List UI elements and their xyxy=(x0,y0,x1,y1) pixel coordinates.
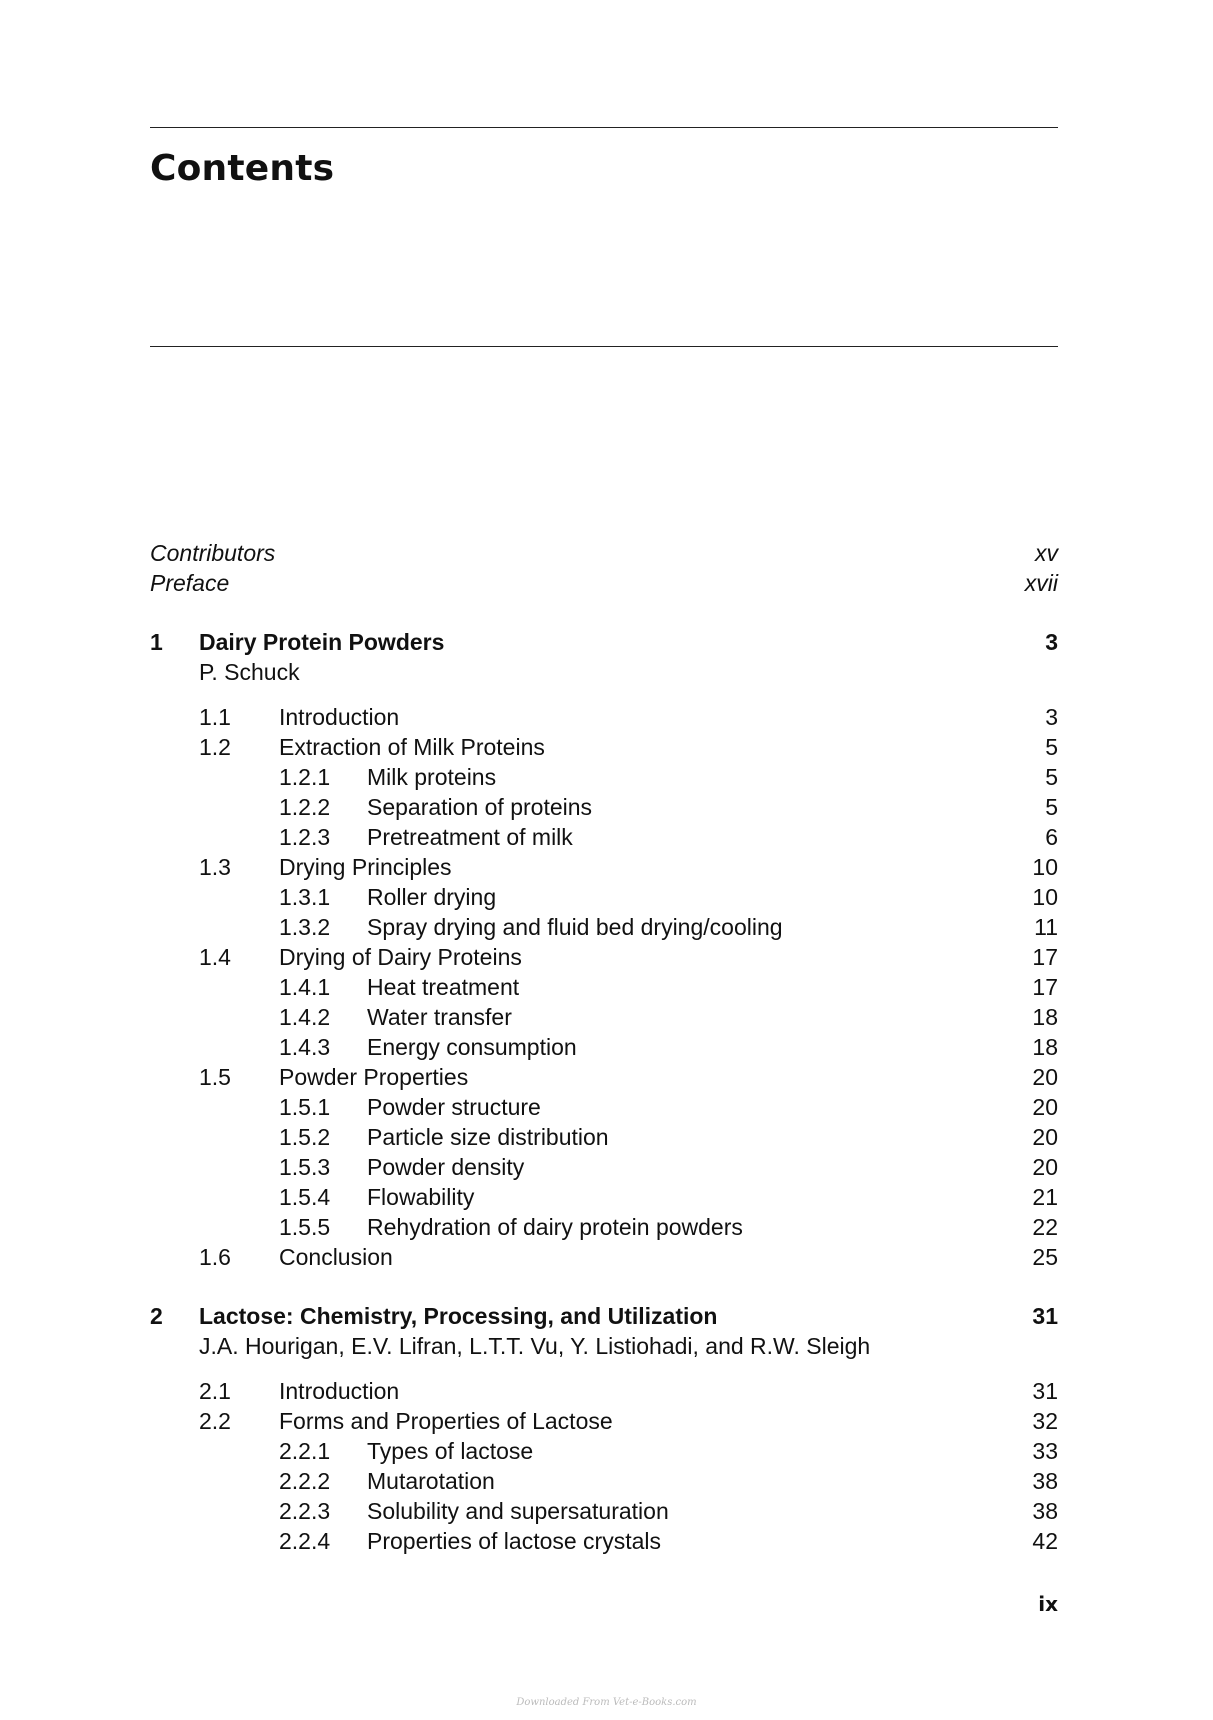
section-number: 2.1 xyxy=(199,1378,231,1404)
subsection-page: 20 xyxy=(1032,1154,1058,1180)
section-number: 1.1 xyxy=(199,704,231,730)
subsection-page: 42 xyxy=(1032,1528,1058,1554)
section-number: 1.5 xyxy=(199,1064,231,1090)
toc-entry-contributors[interactable] xyxy=(150,538,1058,568)
section-number: 1.6 xyxy=(199,1244,231,1270)
subsection-number: 1.3.1 xyxy=(279,884,331,910)
subsection-title: Water transfer xyxy=(367,1004,512,1030)
subsection-page: 33 xyxy=(1032,1438,1058,1464)
toc-entry-preface[interactable] xyxy=(150,568,1058,598)
chapter-page: 31 xyxy=(1032,1303,1058,1329)
subsection-title: Mutarotation xyxy=(367,1468,495,1494)
download-watermark: Downloaded From Vet-e-Books.com xyxy=(516,1697,697,1708)
toc-entry[interactable] xyxy=(150,1212,1058,1242)
subsection-page: 6 xyxy=(1045,824,1058,850)
subsection-page: 18 xyxy=(1032,1034,1058,1060)
subsection-page: 38 xyxy=(1032,1498,1058,1524)
subsection-title: Pretreatment of milk xyxy=(367,824,573,850)
chapter-authors-text: J.A. Hourigan, E.V. Lifran, L.T.T. Vu, Y. Listiohadi, and R.W. Sleigh xyxy=(199,1333,871,1359)
subsection-number: 1.5.5 xyxy=(279,1214,331,1240)
subsection-page: 10 xyxy=(1032,884,1058,910)
subsection-title: Powder structure xyxy=(367,1094,541,1120)
section-title: Forms and Properties of Lactose xyxy=(279,1408,613,1434)
section-number: 1.3 xyxy=(199,854,231,880)
subsection-title: Properties of lactose crystals xyxy=(367,1528,662,1554)
page-folio: ix xyxy=(1038,1592,1058,1616)
subsection-title: Particle size distribution xyxy=(367,1124,609,1150)
section-page: 20 xyxy=(1032,1064,1058,1090)
subsection-page: 20 xyxy=(1032,1094,1058,1120)
subsection-title: Solubility and supersaturation xyxy=(367,1498,669,1524)
section-title: Extraction of Milk Proteins xyxy=(279,734,545,760)
toc-entry[interactable] xyxy=(150,1406,1058,1436)
subsection-number: 1.4.1 xyxy=(279,974,331,1000)
toc-entry[interactable] xyxy=(150,1436,1058,1466)
section-number: 2.2 xyxy=(199,1408,231,1434)
toc-entry[interactable] xyxy=(150,1466,1058,1496)
subsection-title: Flowability xyxy=(367,1184,475,1210)
section-page: 32 xyxy=(1032,1408,1058,1434)
chapter-authors-text: P. Schuck xyxy=(199,659,300,685)
subsection-title: Separation of proteins xyxy=(367,794,593,820)
toc-entry-page: xv xyxy=(1035,540,1058,566)
subsection-number: 1.5.4 xyxy=(279,1184,331,1210)
section-page: 10 xyxy=(1032,854,1058,880)
subsection-page: 22 xyxy=(1032,1214,1058,1240)
toc-entry-title: Contributors xyxy=(150,540,276,566)
section-page: 25 xyxy=(1032,1244,1058,1270)
title-bottom-rule xyxy=(150,346,1058,347)
section-title: Introduction xyxy=(279,1378,400,1404)
subsection-page: 5 xyxy=(1045,794,1058,820)
subsection-page: 11 xyxy=(1034,914,1058,940)
toc-entry-page: xvii xyxy=(1024,570,1058,596)
page-title: Contents xyxy=(150,148,335,189)
toc-entry[interactable] xyxy=(150,942,1058,972)
section-page: 3 xyxy=(1045,704,1058,730)
chapter-authors xyxy=(150,657,1058,687)
section-page: 5 xyxy=(1045,734,1058,760)
chapter-number: 2 xyxy=(150,1303,163,1329)
subsection-page: 21 xyxy=(1032,1184,1058,1210)
chapter-title: Lactose: Chemistry, Processing, and Utilization xyxy=(199,1303,718,1329)
toc-entry[interactable] xyxy=(150,1092,1058,1122)
table-of-contents xyxy=(150,538,1058,1556)
section-title: Introduction xyxy=(279,704,400,730)
toc-entry[interactable] xyxy=(150,1182,1058,1212)
toc-chapter-2[interactable] xyxy=(150,1301,1058,1331)
subsection-page: 17 xyxy=(1032,974,1058,1000)
subsection-number: 1.5.3 xyxy=(279,1154,331,1180)
toc-entry[interactable] xyxy=(150,1376,1058,1406)
subsection-title: Types of lactose xyxy=(367,1438,534,1464)
subsection-number: 1.2.3 xyxy=(279,824,331,850)
subsection-number: 1.5.1 xyxy=(279,1094,331,1120)
subsection-title: Roller drying xyxy=(367,884,497,910)
subsection-title: Rehydration of dairy protein powders xyxy=(367,1214,743,1240)
chapter-authors xyxy=(150,1331,1058,1361)
section-number: 1.4 xyxy=(199,944,231,970)
subsection-title: Energy consumption xyxy=(367,1034,577,1060)
toc-entry[interactable] xyxy=(150,1032,1058,1062)
toc-entry[interactable] xyxy=(150,972,1058,1002)
toc-entry[interactable] xyxy=(150,762,1058,792)
subsection-page: 38 xyxy=(1032,1468,1058,1494)
toc-entry[interactable] xyxy=(150,1002,1058,1032)
subsection-number: 2.2.4 xyxy=(279,1528,331,1554)
subsection-number: 1.4.2 xyxy=(279,1004,331,1030)
toc-entry[interactable] xyxy=(150,852,1058,882)
subsection-title: Spray drying and fluid bed drying/cooling xyxy=(367,914,783,940)
subsection-number: 1.5.2 xyxy=(279,1124,331,1150)
chapter-title: Dairy Protein Powders xyxy=(199,629,445,655)
subsection-page: 18 xyxy=(1032,1004,1058,1030)
section-title: Drying of Dairy Proteins xyxy=(279,944,522,970)
toc-entry[interactable] xyxy=(150,1242,1058,1272)
toc-entry[interactable] xyxy=(150,912,1058,942)
section-title: Drying Principles xyxy=(279,854,452,880)
subsection-number: 1.2.1 xyxy=(279,764,331,790)
toc-entry[interactable] xyxy=(150,1152,1058,1182)
toc-chapter-1[interactable] xyxy=(150,627,1058,657)
subsection-number: 2.2.2 xyxy=(279,1468,331,1494)
subsection-title: Milk proteins xyxy=(367,764,497,790)
subsection-page: 20 xyxy=(1032,1124,1058,1150)
chapter-number: 1 xyxy=(150,629,163,655)
chapter-page: 3 xyxy=(1045,629,1058,655)
section-title: Powder Properties xyxy=(279,1064,469,1090)
toc-entry[interactable] xyxy=(150,882,1058,912)
section-number: 1.2 xyxy=(199,734,231,760)
section-page: 17 xyxy=(1032,944,1058,970)
subsection-page: 5 xyxy=(1045,764,1058,790)
toc-entry[interactable] xyxy=(150,702,1058,732)
toc-entry[interactable] xyxy=(150,1062,1058,1092)
toc-entry-title: Preface xyxy=(150,570,230,596)
toc-entry[interactable] xyxy=(150,1526,1058,1556)
subsection-title: Heat treatment xyxy=(367,974,520,1000)
toc-entry[interactable] xyxy=(150,822,1058,852)
top-rule xyxy=(150,127,1058,128)
subsection-number: 2.2.3 xyxy=(279,1498,331,1524)
subsection-title: Powder density xyxy=(367,1154,525,1180)
toc-entry[interactable] xyxy=(150,1122,1058,1152)
subsection-number: 1.4.3 xyxy=(279,1034,331,1060)
subsection-number: 1.3.2 xyxy=(279,914,331,940)
toc-entry[interactable] xyxy=(150,792,1058,822)
subsection-number: 2.2.1 xyxy=(279,1438,331,1464)
toc-entry[interactable] xyxy=(150,732,1058,762)
subsection-number: 1.2.2 xyxy=(279,794,331,820)
section-title: Conclusion xyxy=(279,1244,393,1270)
toc-entry[interactable] xyxy=(150,1496,1058,1526)
section-page: 31 xyxy=(1032,1378,1058,1404)
